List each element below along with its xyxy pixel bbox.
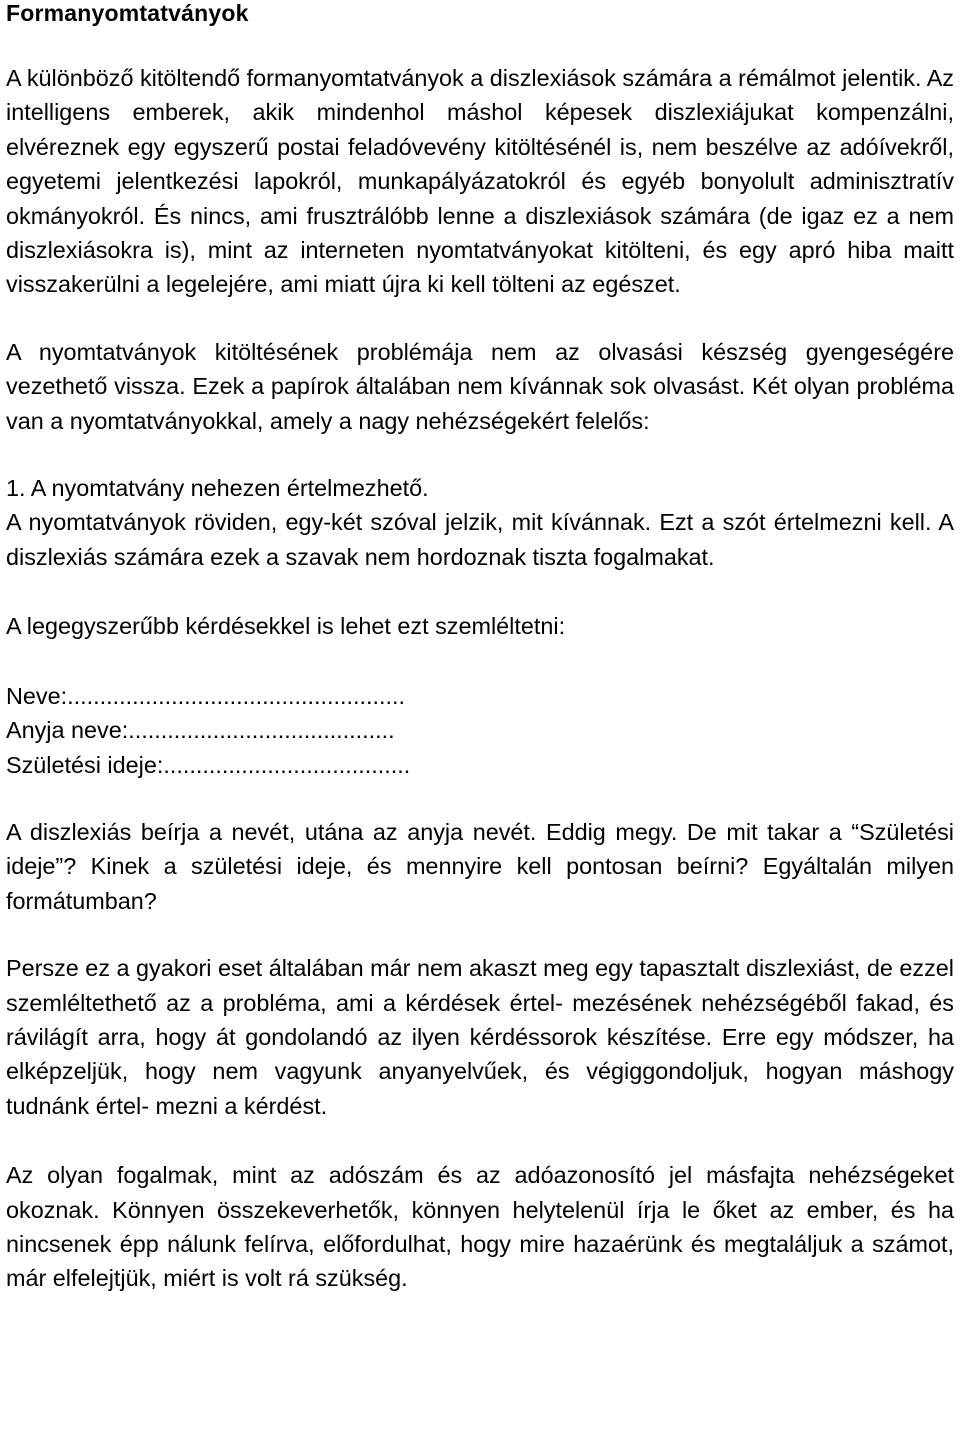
- form-field-mother-name: Anyja neve:.........................................: [6, 717, 395, 744]
- document-title: Formanyomtatványok: [6, 0, 249, 26]
- list-item-body: A nyomtatványok röviden, egy-két szóval jelzik, mit kívánnak. Ezt a szót értelmezni kell. A diszlexiás számára ezek a szavak nem hordoznak tiszta fogalmakat.: [6, 509, 954, 570]
- fogalmak-paragraph: Az olyan fogalmak, mint az adószám és az adóazonosító jel másfajta nehézségeket okoznak. Könnyen összekeverhetők, könnyen helytelenül írja le őket az ember, és ha nincsenek épp nálunk felírva, előfordulhat, hogy mire hazaérünk és megtaláljuk a számot, már elfelejtjük, miért is volt rá szükség.: [6, 1162, 954, 1292]
- list-item-heading: 1. A nyomtatvány nehezen értelmezhető.: [6, 475, 429, 502]
- intro-paragraph: A különböző kitöltendő formanyomtatványok a diszlexiások számára a rémálmot jelentik. Az intelligens emberek, akik mindenhol máshol képesek diszlexiájukat kompenzálni, elvéreznek egy egyszerű postai feladóvevény kitöltésénél is, nem beszélve az adóívekről, egyetemi jelentkezési lapokról, munkapályázatokról és egyéb bonyolult adminisztratív okmányokról. És nincs, ami frusztrálóbb lenne a diszlexiások számára (de igaz ez a nem diszlexiásokra is), mint az interneten nyomtatványokat kitölteni, és egy apró hiba maitt visszakerülni a legelejére, ami miatt újra ki kell tölteni az egészet.: [6, 65, 954, 298]
- form-field-example: [6, 679, 954, 782]
- document-page: [6, 0, 954, 1440]
- list-item-1: [6, 471, 954, 574]
- persze-paragraph: Persze ez a gyakori eset általában már nem akaszt meg egy tapasztalt diszlexiást, de ezzel szemléltethető az a probléma, ami a kérdések értel- mezésének nehézségéből fakad, és rávilágít arra, hogy át gondolandó az ilyen kérdéssorok készítése. Erre egy módszer, ha elképzeljük, hogy nem vagyunk anyanyelvűek, és végiggondoljuk, hogyan máshogy tudnánk értel- mezni a kérdést.: [6, 955, 954, 1119]
- example-intro: A legegyszerűbb kérdésekkel is lehet ezt szemléltetni:: [6, 613, 566, 640]
- form-field-birth-date: Születési ideje:......................................: [6, 751, 411, 778]
- after-fields-paragraph: A diszlexiás beírja a nevét, utána az anyja nevét. Eddig megy. De mit takar a “Születési ideje”? Kinek a születési ideje, és mennyire kell pontosan beírni? Egyáltalán milyen formátumban?: [6, 818, 954, 914]
- form-field-name: Neve:....................................................: [6, 682, 406, 709]
- problem-paragraph: A nyomtatványok kitöltésének problémája nem az olvasási készség gyengeségére vezethető vissza. Ezek a papírok általában nem kívánnak sok olvasást. Két olyan probléma van a nyomtatványokkal, amely a nagy nehézségekért felelős:: [6, 338, 954, 434]
